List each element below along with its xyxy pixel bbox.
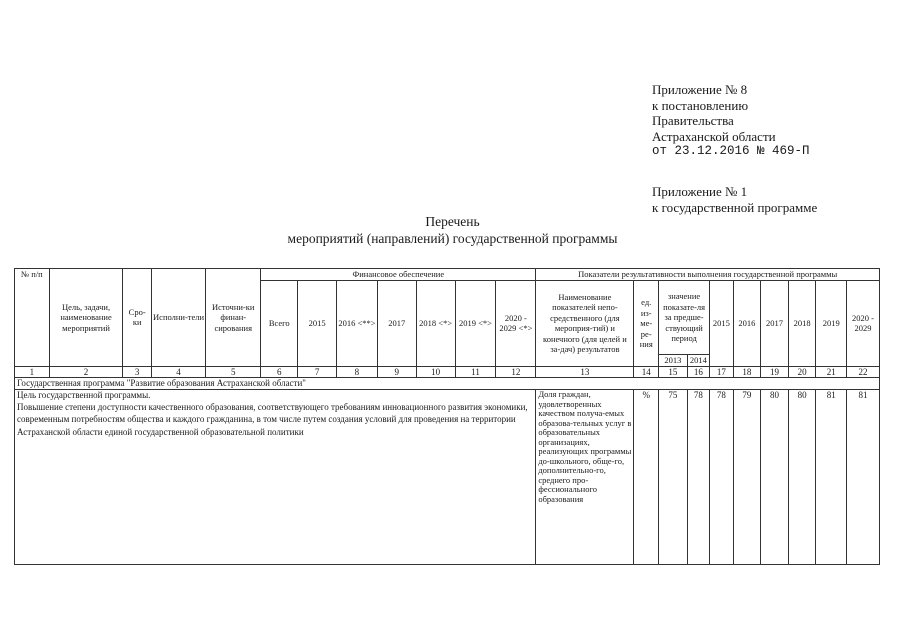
header-indicator-name: Наименование показателей непо-средственного (для мероприя-тий) и конечного (для целей и за-дач) результатов	[536, 281, 634, 367]
annex-8-line4: Астраханской области	[652, 128, 776, 144]
column-number: 14	[634, 366, 659, 378]
measures-table-wrap	[14, 268, 880, 565]
header-num: № п/п	[15, 269, 50, 367]
column-number: 3	[123, 366, 152, 378]
indicator-unit: %	[634, 390, 659, 565]
column-number: 16	[687, 366, 709, 378]
annex-1-line2: к государственной программе	[652, 199, 818, 215]
header-indicators-group: Показатели результативности выполнения государственной программы	[536, 269, 880, 281]
header-i2017: 2017	[761, 281, 789, 367]
header-base-2013: 2013	[659, 355, 688, 367]
header-financing-group: Финансовое обеспечение	[261, 269, 536, 281]
column-number: 20	[788, 366, 816, 378]
header-sources: Источни-ки финан-сирования	[206, 269, 261, 367]
column-number: 21	[816, 366, 847, 378]
document-subtitle: мероприятий (направлений) государственной программы	[287, 231, 618, 246]
program-title: Государственная программа "Развитие образования Астраханской области"	[15, 378, 880, 390]
header-y2020: 2020 - 2029 <*>	[496, 281, 536, 367]
header-goal: Цель, задачи, наименование мероприятий	[49, 269, 123, 367]
annex-1-title: Приложение № 1	[652, 184, 748, 199]
header-y2019: 2019 <*>	[455, 281, 496, 367]
column-number: 5	[206, 366, 261, 378]
column-number: 13	[536, 366, 634, 378]
indicator-value-2015: 78	[710, 390, 734, 565]
annex-8-line3: Правительства	[652, 113, 734, 128]
header-y2018: 2018 <*>	[416, 281, 455, 367]
indicator-value-2017: 80	[761, 390, 789, 565]
column-number: 15	[659, 366, 688, 378]
column-number: 8	[336, 366, 377, 378]
annex-1-block	[652, 184, 817, 215]
header-base-2014: 2014	[687, 355, 709, 367]
indicator-value-2019: 81	[816, 390, 847, 565]
header-i2019: 2019	[816, 281, 847, 367]
column-number: 12	[496, 366, 536, 378]
header-i2018: 2018	[788, 281, 816, 367]
annex-8-block	[652, 82, 810, 160]
column-number: 6	[261, 366, 298, 378]
goal-cell	[15, 390, 536, 565]
goal-row	[15, 390, 880, 565]
document-title: Перечень	[425, 214, 480, 229]
column-number: 18	[733, 366, 761, 378]
header-y2016: 2016 <**>	[336, 281, 377, 367]
column-number: 22	[847, 366, 880, 378]
indicator-name: Доля граждан, удовлетворенных качеством получа-емых образова-тельных услуг в образовательных организациях, реализующих программы до-школьного, обще-го, дополнительно-го, среднего про-фессионального образования	[536, 390, 634, 565]
column-number: 19	[761, 366, 789, 378]
header-i2020: 2020 - 2029	[847, 281, 880, 367]
column-number: 17	[710, 366, 734, 378]
header-unit: ед. из-ме-ре-ния	[634, 281, 659, 367]
column-number: 10	[416, 366, 455, 378]
column-number: 7	[298, 366, 337, 378]
indicator-value-2018: 80	[788, 390, 816, 565]
program-row	[15, 378, 880, 390]
header-i2015: 2015	[710, 281, 734, 367]
header-i2016: 2016	[733, 281, 761, 367]
annex-8-line2: к постановлению	[652, 97, 749, 113]
indicator-value-2014: 78	[687, 390, 709, 565]
goal-text: Повышение степени доступности качественного образования, соответствующего требованиям инновационного развития экономики, современным потребностям общества и каждого гражданина, в том числе путем создания условий для проведения на территории Астраханской области единой государственной образовательной политики	[17, 401, 528, 437]
header-total: Всего	[261, 281, 298, 367]
measures-table	[14, 268, 880, 565]
annex-8-date: от 23.12.2016 № 469-П	[652, 144, 810, 158]
column-number: 2	[49, 366, 123, 378]
column-number: 4	[151, 366, 205, 378]
column-number-row	[15, 366, 880, 378]
indicator-value-2016: 79	[733, 390, 761, 565]
column-number: 11	[455, 366, 496, 378]
annex-8-title: Приложение № 8	[652, 82, 748, 97]
column-number: 9	[377, 366, 416, 378]
indicator-value-2020-2029: 81	[847, 390, 880, 565]
column-number: 1	[15, 366, 50, 378]
goal-title: Цель государственной программы.	[17, 390, 151, 400]
indicator-value-2013: 75	[659, 390, 688, 565]
header-executors: Исполни-тели	[151, 269, 205, 367]
header-y2017: 2017	[377, 281, 416, 367]
header-base-value: значение показате-ля за предше-ствующий период	[659, 281, 710, 355]
header-terms: Сро-ки	[123, 269, 152, 367]
header-y2015: 2015	[298, 281, 337, 367]
